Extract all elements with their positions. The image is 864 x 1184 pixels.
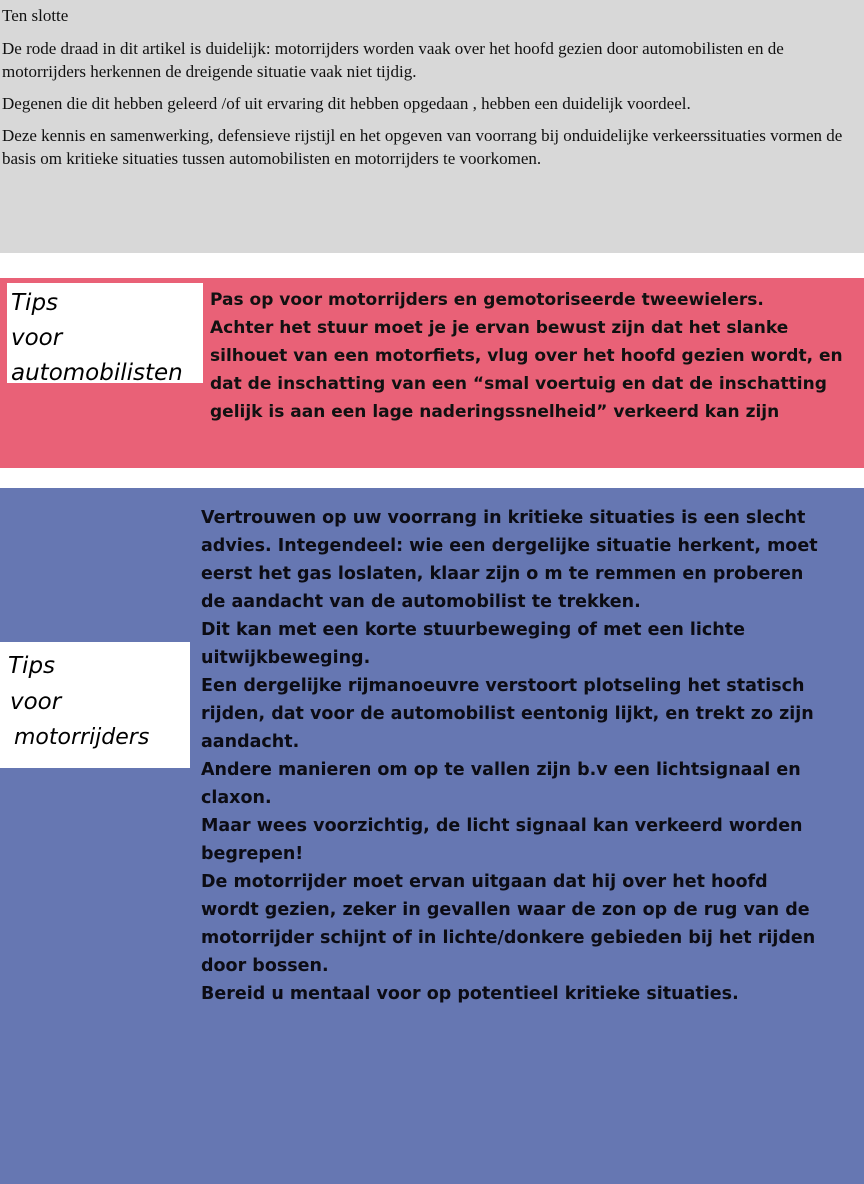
text-line: De motorrijder moet ervan uitgaan dat hij over het hoofd [201, 872, 768, 892]
text-line: Vertrouwen op uw voorrang in kritieke situaties is een slecht [201, 508, 806, 528]
text-line: claxon. [201, 788, 272, 808]
label-line: automobilisten [11, 360, 183, 386]
conclusion-heading: Ten slotte [2, 6, 69, 25]
tips-motorrijders-text [201, 504, 861, 1008]
tips-automobilisten-label [7, 283, 203, 386]
tips-motorrijders-section [0, 488, 864, 1184]
text-line: advies. Integendeel: wie een dergelijke situatie herkent, moet [201, 536, 818, 556]
text-line: motorrijder schijnt of in lichte/donkere gebieden bij het rijden [201, 928, 816, 948]
tips-automobilisten-text [210, 286, 850, 426]
text-line: dat de inschatting van een “smal voertuig en dat de inschatting [210, 374, 827, 394]
text-line: eerst het gas loslaten, klaar zijn o m te remmen en proberen [201, 564, 804, 584]
conclusion-paragraph-2: Degenen die dit hebben geleerd /of uit ervaring dit hebben opgedaan , hebben een duidelijk voordeel. [2, 94, 691, 113]
text-line: aandacht. [201, 732, 300, 752]
conclusion-paragraph-3: Deze kennis en samenwerking, defensieve rijstijl en het opgeven van voorrang bij onduidelijke verkeerssituaties vormen de basis om kritieke situaties tussen automobilisten en motorrijders te voorkomen. [2, 126, 843, 168]
text-line: silhouet van een motorfiets, vlug over het hoofd gezien wordt, en [210, 346, 843, 366]
label-line: motorrijders [14, 725, 150, 750]
text-line: Andere manieren om op te vallen zijn b.v een lichtsignaal en [201, 760, 801, 780]
text-line: Pas op voor motorrijders en gemotoriseerde tweewielers. [210, 290, 764, 310]
text-line: rijden, dat voor de automobilist eentonig lijkt, en trekt zo zijn [201, 704, 814, 724]
text-line: Bereid u mentaal voor op potentieel kritieke situaties. [201, 984, 739, 1004]
label-line: Tips [11, 290, 59, 316]
text-line: Een dergelijke rijmanoeuvre verstoort plotseling het statisch [201, 676, 805, 696]
label-line: voor [10, 689, 62, 715]
text-line: gelijk is aan een lage naderingssnelheid” verkeerd kan zijn [210, 402, 780, 422]
text-line: Maar wees voorzichtig, de licht signaal kan verkeerd worden [201, 816, 803, 836]
text-line: wordt gezien, zeker in gevallen waar de zon op de rug van de [201, 900, 810, 920]
conclusion-section [0, 0, 864, 253]
text-line: Dit kan met een korte stuurbeweging of met een lichte [201, 620, 745, 640]
text-line: door bossen. [201, 956, 329, 976]
label-line: Tips [8, 653, 56, 679]
tips-motorrijders-label [0, 642, 190, 768]
tips-automobilisten-section [0, 278, 864, 468]
label-line: voor [11, 325, 63, 351]
conclusion-paragraph-1: De rode draad in dit artikel is duidelijk: motorrijders worden vaak over het hoofd gezien door automobilisten en de motorrijders herkennen de dreigende situatie vaak niet tijdig. [2, 39, 784, 81]
text-line: Achter het stuur moet je je ervan bewust zijn dat het slanke [210, 318, 789, 338]
text-line: de aandacht van de automobilist te trekken. [201, 592, 641, 612]
text-line: uitwijkbeweging. [201, 648, 371, 668]
text-line: begrepen! [201, 844, 304, 864]
